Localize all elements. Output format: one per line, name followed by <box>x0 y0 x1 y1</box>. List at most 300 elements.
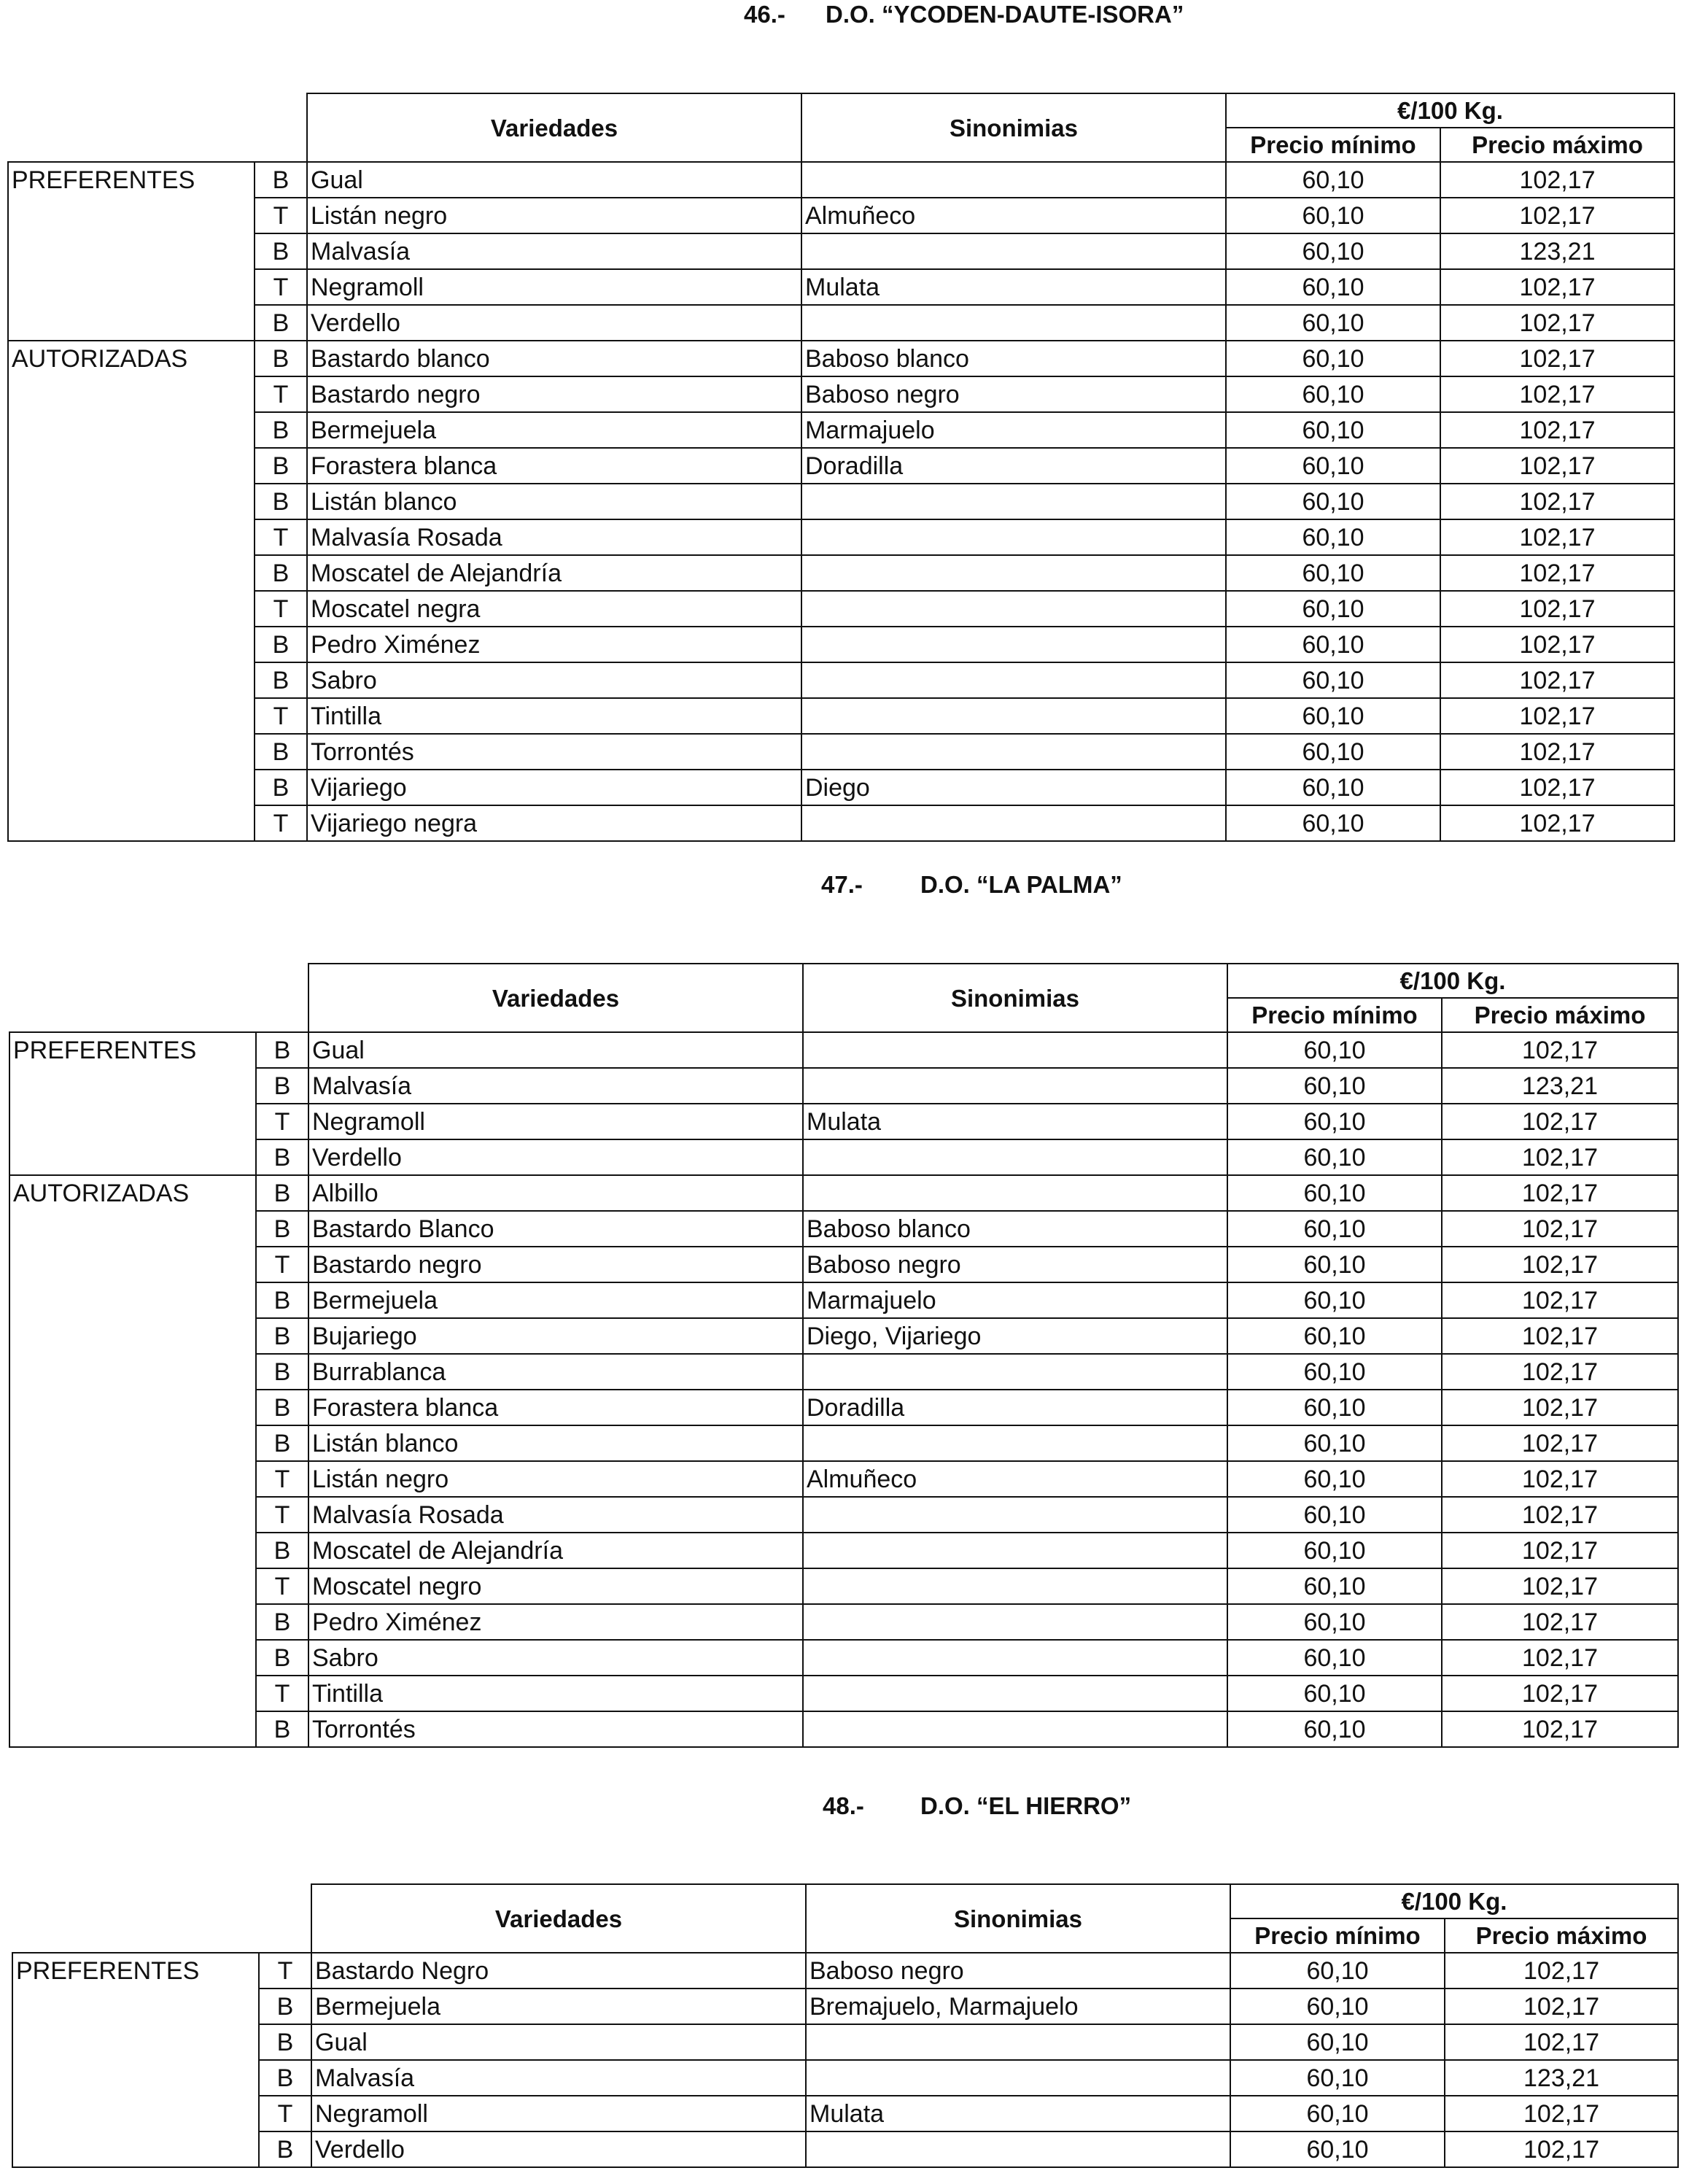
color-cell: B <box>256 1175 308 1211</box>
header-precio-maximo: Precio máximo <box>1442 998 1678 1032</box>
price-max-cell: 102,17 <box>1442 1354 1678 1390</box>
color-cell: B <box>259 1989 311 2024</box>
color-cell: B <box>256 1139 308 1175</box>
price-min-cell: 60,10 <box>1227 1211 1442 1247</box>
price-max-cell: 102,17 <box>1442 1640 1678 1676</box>
color-cell: B <box>255 341 307 376</box>
table-row <box>8 734 1674 770</box>
price-max-cell: 102,17 <box>1440 376 1674 412</box>
color-cell: B <box>255 662 307 698</box>
price-min-cell: 60,10 <box>1227 1711 1442 1747</box>
price-min-cell: 60,10 <box>1226 662 1440 698</box>
price-min-cell: 60,10 <box>1227 1676 1442 1711</box>
price-min-cell: 60,10 <box>1227 1568 1442 1604</box>
table-row <box>9 1247 1678 1282</box>
price-min-cell: 60,10 <box>1230 2060 1445 2096</box>
synonym-cell <box>803 1604 1227 1640</box>
category-cell: PREFERENTES <box>12 1953 259 1989</box>
price-min-cell: 60,10 <box>1227 1497 1442 1533</box>
table-row <box>9 1676 1678 1711</box>
synonym-cell <box>803 1068 1227 1104</box>
table-row <box>8 305 1674 341</box>
section-47-title <box>0 870 1689 899</box>
price-min-cell: 60,10 <box>1226 734 1440 770</box>
table-row <box>9 1032 1678 1068</box>
header-sinonimias: Sinonimias <box>803 964 1227 1032</box>
category-cell <box>8 376 255 412</box>
section-name: D.O. “YCODEN-DAUTE-ISORA” <box>826 1 1184 28</box>
table-row <box>8 591 1674 627</box>
color-cell: T <box>255 519 307 555</box>
price-max-cell: 102,17 <box>1440 591 1674 627</box>
variety-cell: Burrablanca <box>308 1354 803 1390</box>
synonym-cell <box>806 2060 1230 2096</box>
category-cell <box>9 1318 256 1354</box>
category-cell <box>8 662 255 698</box>
category-cell <box>9 1640 256 1676</box>
table-row <box>8 448 1674 484</box>
variety-cell: Verdello <box>311 2131 806 2167</box>
category-cell <box>9 1139 256 1175</box>
price-max-cell: 102,17 <box>1442 1139 1678 1175</box>
table-row <box>9 1282 1678 1318</box>
header-precio-minimo: Precio mínimo <box>1227 998 1442 1032</box>
category-cell <box>12 2024 259 2060</box>
price-max-cell: 102,17 <box>1440 519 1674 555</box>
synonym-cell: Mulata <box>803 1104 1227 1139</box>
header-blank <box>8 93 307 162</box>
color-cell: B <box>255 555 307 591</box>
price-min-cell: 60,10 <box>1226 484 1440 519</box>
table-row <box>9 1390 1678 1425</box>
color-cell: B <box>256 1211 308 1247</box>
price-table-la-palma <box>9 963 1679 1748</box>
variety-cell: Albillo <box>308 1175 803 1211</box>
table-row <box>8 412 1674 448</box>
price-max-cell: 102,17 <box>1445 1989 1678 2024</box>
price-min-cell: 60,10 <box>1230 2096 1445 2131</box>
category-cell <box>9 1282 256 1318</box>
variety-cell: Bastardo negro <box>308 1247 803 1282</box>
synonym-cell: Doradilla <box>803 1390 1227 1425</box>
price-max-cell: 102,17 <box>1442 1282 1678 1318</box>
table-row <box>8 627 1674 662</box>
price-min-cell: 60,10 <box>1227 1175 1442 1211</box>
table-row <box>9 1139 1678 1175</box>
variety-cell: Negramoll <box>307 269 801 305</box>
price-min-cell: 60,10 <box>1226 448 1440 484</box>
synonym-cell <box>803 1640 1227 1676</box>
header-sinonimias: Sinonimias <box>806 1884 1230 1953</box>
category-cell <box>8 627 255 662</box>
price-max-cell: 102,17 <box>1442 1676 1678 1711</box>
section-48-title <box>0 1792 1689 1821</box>
synonym-cell <box>801 305 1226 341</box>
variety-cell: Torrontés <box>308 1711 803 1747</box>
variety-cell: Bermejuela <box>308 1282 803 1318</box>
color-cell: T <box>259 1953 311 1989</box>
header-precio-minimo: Precio mínimo <box>1230 1918 1445 1953</box>
synonym-cell <box>803 1032 1227 1068</box>
synonym-cell: Bremajuelo, Marmajuelo <box>806 1989 1230 2024</box>
price-min-cell: 60,10 <box>1227 1068 1442 1104</box>
price-min-cell: 60,10 <box>1226 412 1440 448</box>
price-min-cell: 60,10 <box>1227 1354 1442 1390</box>
category-cell <box>8 305 255 341</box>
table-row <box>9 1068 1678 1104</box>
table-row <box>9 1104 1678 1139</box>
color-cell: B <box>256 1282 308 1318</box>
synonym-cell <box>803 1568 1227 1604</box>
variety-cell: Malvasía <box>307 233 801 269</box>
table-row <box>9 1425 1678 1461</box>
color-cell: B <box>255 770 307 805</box>
color-cell: B <box>256 1604 308 1640</box>
price-min-cell: 60,10 <box>1227 1533 1442 1568</box>
category-cell <box>8 519 255 555</box>
section-number: 46.- <box>744 1 785 28</box>
synonym-cell <box>801 233 1226 269</box>
color-cell: T <box>256 1497 308 1533</box>
price-min-cell: 60,10 <box>1226 770 1440 805</box>
variety-cell: Bujariego <box>308 1318 803 1354</box>
price-max-cell: 102,17 <box>1442 1533 1678 1568</box>
category-cell <box>8 269 255 305</box>
section-name: D.O. “LA PALMA” <box>920 871 1122 898</box>
header-unit: €/100 Kg. <box>1230 1884 1678 1918</box>
color-cell: B <box>255 734 307 770</box>
table-row <box>9 1640 1678 1676</box>
price-max-cell: 102,17 <box>1440 734 1674 770</box>
variety-cell: Pedro Ximénez <box>307 627 801 662</box>
header-precio-maximo: Precio máximo <box>1440 128 1674 162</box>
variety-cell: Pedro Ximénez <box>308 1604 803 1640</box>
table-row <box>8 198 1674 233</box>
category-cell <box>9 1390 256 1425</box>
table-row <box>8 376 1674 412</box>
variety-cell: Verdello <box>308 1139 803 1175</box>
price-max-cell: 102,17 <box>1440 305 1674 341</box>
variety-cell: Verdello <box>307 305 801 341</box>
price-min-cell: 60,10 <box>1226 233 1440 269</box>
section-number: 47.- <box>821 871 863 898</box>
header-blank <box>9 964 308 1032</box>
category-cell <box>8 198 255 233</box>
price-max-cell: 102,17 <box>1440 341 1674 376</box>
synonym-cell <box>801 698 1226 734</box>
color-cell: B <box>259 2060 311 2096</box>
synonym-cell: Baboso blanco <box>801 341 1226 376</box>
category-cell <box>8 233 255 269</box>
table-row <box>12 2060 1678 2096</box>
category-cell <box>12 1989 259 2024</box>
category-cell <box>9 1497 256 1533</box>
variety-cell: Sabro <box>308 1640 803 1676</box>
variety-cell: Moscatel de Alejandría <box>307 555 801 591</box>
variety-cell: Malvasía <box>311 2060 806 2096</box>
category-cell: AUTORIZADAS <box>9 1175 256 1211</box>
color-cell: B <box>255 233 307 269</box>
price-min-cell: 60,10 <box>1227 1461 1442 1497</box>
category-cell <box>8 591 255 627</box>
price-min-cell: 60,10 <box>1226 519 1440 555</box>
color-cell: B <box>256 1711 308 1747</box>
variety-cell: Forastera blanca <box>308 1390 803 1425</box>
synonym-cell <box>801 519 1226 555</box>
price-min-cell: 60,10 <box>1230 2024 1445 2060</box>
price-min-cell: 60,10 <box>1227 1104 1442 1139</box>
price-max-cell: 102,17 <box>1442 1711 1678 1747</box>
price-min-cell: 60,10 <box>1226 555 1440 591</box>
synonym-cell <box>801 162 1226 198</box>
price-max-cell: 102,17 <box>1442 1390 1678 1425</box>
category-cell <box>8 448 255 484</box>
category-cell <box>9 1568 256 1604</box>
header-sinonimias: Sinonimias <box>801 93 1226 162</box>
price-min-cell: 60,10 <box>1227 1425 1442 1461</box>
category-cell <box>9 1533 256 1568</box>
synonym-cell: Diego, Vijariego <box>803 1318 1227 1354</box>
category-cell <box>9 1211 256 1247</box>
price-max-cell: 102,17 <box>1440 662 1674 698</box>
category-cell <box>12 2131 259 2167</box>
table-row <box>9 1711 1678 1747</box>
price-min-cell: 60,10 <box>1230 1953 1445 1989</box>
synonym-cell <box>803 1711 1227 1747</box>
color-cell: T <box>255 805 307 841</box>
variety-cell: Listán blanco <box>308 1425 803 1461</box>
price-max-cell: 102,17 <box>1442 1247 1678 1282</box>
table-row <box>12 2131 1678 2167</box>
color-cell: B <box>256 1425 308 1461</box>
category-cell <box>8 484 255 519</box>
synonym-cell <box>803 1533 1227 1568</box>
synonym-cell <box>801 734 1226 770</box>
header-variedades: Variedades <box>307 93 801 162</box>
variety-cell: Tintilla <box>308 1676 803 1711</box>
price-max-cell: 102,17 <box>1445 2096 1678 2131</box>
price-min-cell: 60,10 <box>1227 1390 1442 1425</box>
header-precio-minimo: Precio mínimo <box>1226 128 1440 162</box>
color-cell: T <box>255 591 307 627</box>
table-row <box>8 162 1674 198</box>
color-cell: B <box>256 1068 308 1104</box>
variety-cell: Bastardo blanco <box>307 341 801 376</box>
category-cell <box>9 1104 256 1139</box>
color-cell: T <box>255 198 307 233</box>
category-cell <box>8 412 255 448</box>
synonym-cell: Marmajuelo <box>801 412 1226 448</box>
category-cell <box>9 1425 256 1461</box>
synonym-cell: Baboso blanco <box>803 1211 1227 1247</box>
header-unit: €/100 Kg. <box>1227 964 1678 998</box>
price-min-cell: 60,10 <box>1226 269 1440 305</box>
category-cell <box>9 1676 256 1711</box>
price-max-cell: 102,17 <box>1440 269 1674 305</box>
color-cell: T <box>256 1104 308 1139</box>
price-min-cell: 60,10 <box>1227 1640 1442 1676</box>
category-cell <box>8 555 255 591</box>
category-cell: AUTORIZADAS <box>8 341 255 376</box>
color-cell: T <box>255 269 307 305</box>
color-cell: B <box>255 448 307 484</box>
synonym-cell: Almuñeco <box>803 1461 1227 1497</box>
price-max-cell: 102,17 <box>1442 1604 1678 1640</box>
price-min-cell: 60,10 <box>1227 1247 1442 1282</box>
color-cell: B <box>255 627 307 662</box>
category-cell <box>9 1068 256 1104</box>
table-row <box>8 805 1674 841</box>
price-min-cell: 60,10 <box>1226 698 1440 734</box>
price-min-cell: 60,10 <box>1226 305 1440 341</box>
category-cell <box>12 2060 259 2096</box>
price-min-cell: 60,10 <box>1226 341 1440 376</box>
table-row <box>9 1497 1678 1533</box>
price-max-cell: 102,17 <box>1442 1461 1678 1497</box>
price-min-cell: 60,10 <box>1227 1139 1442 1175</box>
variety-cell: Moscatel negra <box>307 591 801 627</box>
synonym-cell <box>801 555 1226 591</box>
price-max-cell: 102,17 <box>1445 2131 1678 2167</box>
table-row <box>9 1175 1678 1211</box>
header-precio-maximo: Precio máximo <box>1445 1918 1678 1953</box>
price-max-cell: 102,17 <box>1445 1953 1678 1989</box>
synonym-cell <box>801 484 1226 519</box>
color-cell: T <box>255 376 307 412</box>
price-min-cell: 60,10 <box>1227 1318 1442 1354</box>
color-cell: B <box>259 2024 311 2060</box>
table-row <box>12 2024 1678 2060</box>
variety-cell: Moscatel de Alejandría <box>308 1533 803 1568</box>
color-cell: B <box>255 162 307 198</box>
synonym-cell <box>801 805 1226 841</box>
price-max-cell: 102,17 <box>1442 1318 1678 1354</box>
variety-cell: Negramoll <box>311 2096 806 2131</box>
synonym-cell <box>801 627 1226 662</box>
price-max-cell: 102,17 <box>1440 555 1674 591</box>
variety-cell: Sabro <box>307 662 801 698</box>
price-max-cell: 123,21 <box>1440 233 1674 269</box>
color-cell: B <box>256 1032 308 1068</box>
header-variedades: Variedades <box>311 1884 806 1953</box>
section-number: 48.- <box>823 1792 864 1819</box>
price-min-cell: 60,10 <box>1230 1989 1445 2024</box>
variety-cell: Torrontés <box>307 734 801 770</box>
color-cell: B <box>255 305 307 341</box>
color-cell: B <box>256 1533 308 1568</box>
variety-cell: Malvasía Rosada <box>307 519 801 555</box>
variety-cell: Forastera blanca <box>307 448 801 484</box>
table-row <box>8 662 1674 698</box>
color-cell: T <box>255 698 307 734</box>
price-max-cell: 123,21 <box>1442 1068 1678 1104</box>
table-row <box>8 770 1674 805</box>
synonym-cell: Marmajuelo <box>803 1282 1227 1318</box>
table-row <box>9 1461 1678 1497</box>
price-max-cell: 102,17 <box>1445 2024 1678 2060</box>
synonym-cell: Baboso negro <box>803 1247 1227 1282</box>
price-min-cell: 60,10 <box>1227 1604 1442 1640</box>
price-max-cell: 102,17 <box>1442 1211 1678 1247</box>
category-cell <box>8 805 255 841</box>
header-variedades: Variedades <box>308 964 803 1032</box>
synonym-cell <box>806 2024 1230 2060</box>
synonym-cell <box>803 1354 1227 1390</box>
variety-cell: Bastardo negro <box>307 376 801 412</box>
variety-cell: Listán negro <box>307 198 801 233</box>
price-max-cell: 102,17 <box>1442 1497 1678 1533</box>
synonym-cell: Baboso negro <box>801 376 1226 412</box>
price-max-cell: 102,17 <box>1442 1104 1678 1139</box>
color-cell: B <box>256 1640 308 1676</box>
price-max-cell: 102,17 <box>1440 412 1674 448</box>
price-max-cell: 102,17 <box>1440 770 1674 805</box>
price-max-cell: 102,17 <box>1442 1032 1678 1068</box>
variety-cell: Bastardo Negro <box>311 1953 806 1989</box>
synonym-cell <box>801 662 1226 698</box>
category-cell: PREFERENTES <box>8 162 255 198</box>
color-cell: T <box>256 1461 308 1497</box>
variety-cell: Malvasía Rosada <box>308 1497 803 1533</box>
price-table-ycoden <box>7 93 1675 842</box>
section-name: D.O. “EL HIERRO” <box>920 1792 1132 1819</box>
synonym-cell: Almuñeco <box>801 198 1226 233</box>
synonym-cell <box>803 1139 1227 1175</box>
table-row <box>8 269 1674 305</box>
color-cell: B <box>255 484 307 519</box>
category-cell: PREFERENTES <box>9 1032 256 1068</box>
color-cell: B <box>256 1354 308 1390</box>
price-max-cell: 102,17 <box>1440 162 1674 198</box>
table-row <box>8 484 1674 519</box>
header-blank <box>12 1884 311 1953</box>
category-cell <box>12 2096 259 2131</box>
synonym-cell: Mulata <box>801 269 1226 305</box>
variety-cell: Moscatel negro <box>308 1568 803 1604</box>
price-min-cell: 60,10 <box>1226 198 1440 233</box>
price-max-cell: 123,21 <box>1445 2060 1678 2096</box>
table-row <box>8 519 1674 555</box>
table-row <box>8 555 1674 591</box>
price-min-cell: 60,10 <box>1226 805 1440 841</box>
variety-cell: Gual <box>307 162 801 198</box>
table-row <box>9 1568 1678 1604</box>
color-cell: B <box>256 1318 308 1354</box>
price-min-cell: 60,10 <box>1226 376 1440 412</box>
color-cell: B <box>256 1390 308 1425</box>
price-min-cell: 60,10 <box>1226 162 1440 198</box>
variety-cell: Vijariego <box>307 770 801 805</box>
price-max-cell: 102,17 <box>1440 198 1674 233</box>
variety-cell: Malvasía <box>308 1068 803 1104</box>
variety-cell: Bermejuela <box>307 412 801 448</box>
section-46-title <box>0 0 1689 29</box>
price-max-cell: 102,17 <box>1440 805 1674 841</box>
price-min-cell: 60,10 <box>1227 1032 1442 1068</box>
variety-cell: Listán blanco <box>307 484 801 519</box>
table-row <box>12 1989 1678 2024</box>
synonym-cell <box>803 1497 1227 1533</box>
table-row <box>12 1953 1678 1989</box>
color-cell: T <box>259 2096 311 2131</box>
price-max-cell: 102,17 <box>1442 1425 1678 1461</box>
variety-cell: Bastardo Blanco <box>308 1211 803 1247</box>
price-min-cell: 60,10 <box>1226 627 1440 662</box>
table-row <box>9 1533 1678 1568</box>
variety-cell: Negramoll <box>308 1104 803 1139</box>
variety-cell: Gual <box>311 2024 806 2060</box>
table-row <box>12 2096 1678 2131</box>
